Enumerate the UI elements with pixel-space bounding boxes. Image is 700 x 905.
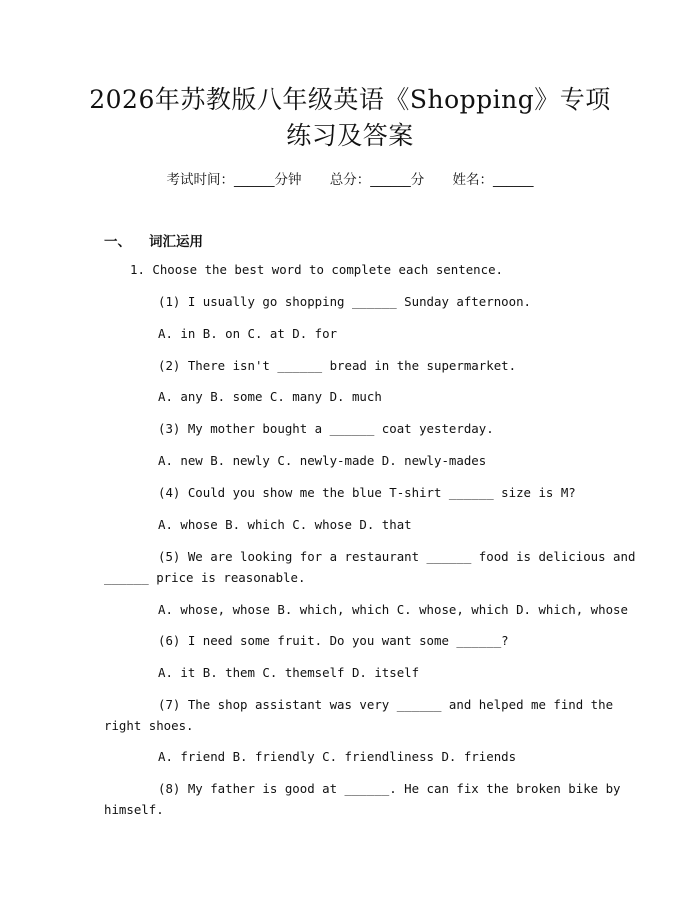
question-7-line-1: (7) The shop assistant was very ______ and helped me find the	[158, 697, 614, 712]
options-2: A. any B. some C. many D. much	[158, 389, 382, 404]
section-heading	[104, 230, 203, 250]
options-7: A. friend B. friendly C. friendliness D. friends	[158, 749, 517, 764]
section-title: 词汇运用	[149, 234, 203, 250]
question-8-line-2: himself.	[104, 802, 164, 817]
question-4: (4) Could you show me the blue T-shirt ______ size is M?	[158, 485, 576, 500]
question-7-line-2: right shoes.	[104, 718, 194, 733]
title-line-2: 练习及答案	[286, 121, 414, 150]
question-5-line-2: ______ price is reasonable.	[104, 570, 306, 585]
question-6: (6) I need some fruit. Do you want some ______?	[158, 633, 509, 648]
question-2: (2) There isn't ______ bread in the supermarket.	[158, 358, 517, 373]
options-4: A. whose B. which C. whose D. that	[158, 517, 412, 532]
question-3: (3) My mother bought a ______ coat yesterday.	[158, 421, 494, 436]
title-line-1: 2026年苏教版八年级英语《Shopping》专项	[89, 85, 611, 114]
total-score: 总分：______分	[329, 172, 425, 188]
question-5-line-1: (5) We are looking for a restaurant ______ food is delicious and	[158, 549, 636, 564]
section-number: 一、	[104, 234, 131, 250]
options-3: A. new B. newly C. newly-made D. newly-mades	[158, 453, 487, 468]
question-8-line-1: (8) My father is good at ______. He can fix the broken bike by	[158, 781, 621, 796]
options-5: A. whose, whose B. which, which C. whose, which D. which, whose	[158, 602, 628, 617]
options-6: A. it B. them C. themself D. itself	[158, 665, 420, 680]
options-1: A. in B. on C. at D. for	[158, 326, 338, 341]
exam-time: 考试时间：______分钟	[166, 172, 302, 188]
student-name: 姓名：______	[452, 172, 534, 188]
question-1: (1) I usually go shopping ______ Sunday afternoon.	[158, 294, 531, 309]
instruction: 1. Choose the best word to complete each sentence.	[130, 262, 503, 277]
exam-info	[0, 168, 700, 188]
